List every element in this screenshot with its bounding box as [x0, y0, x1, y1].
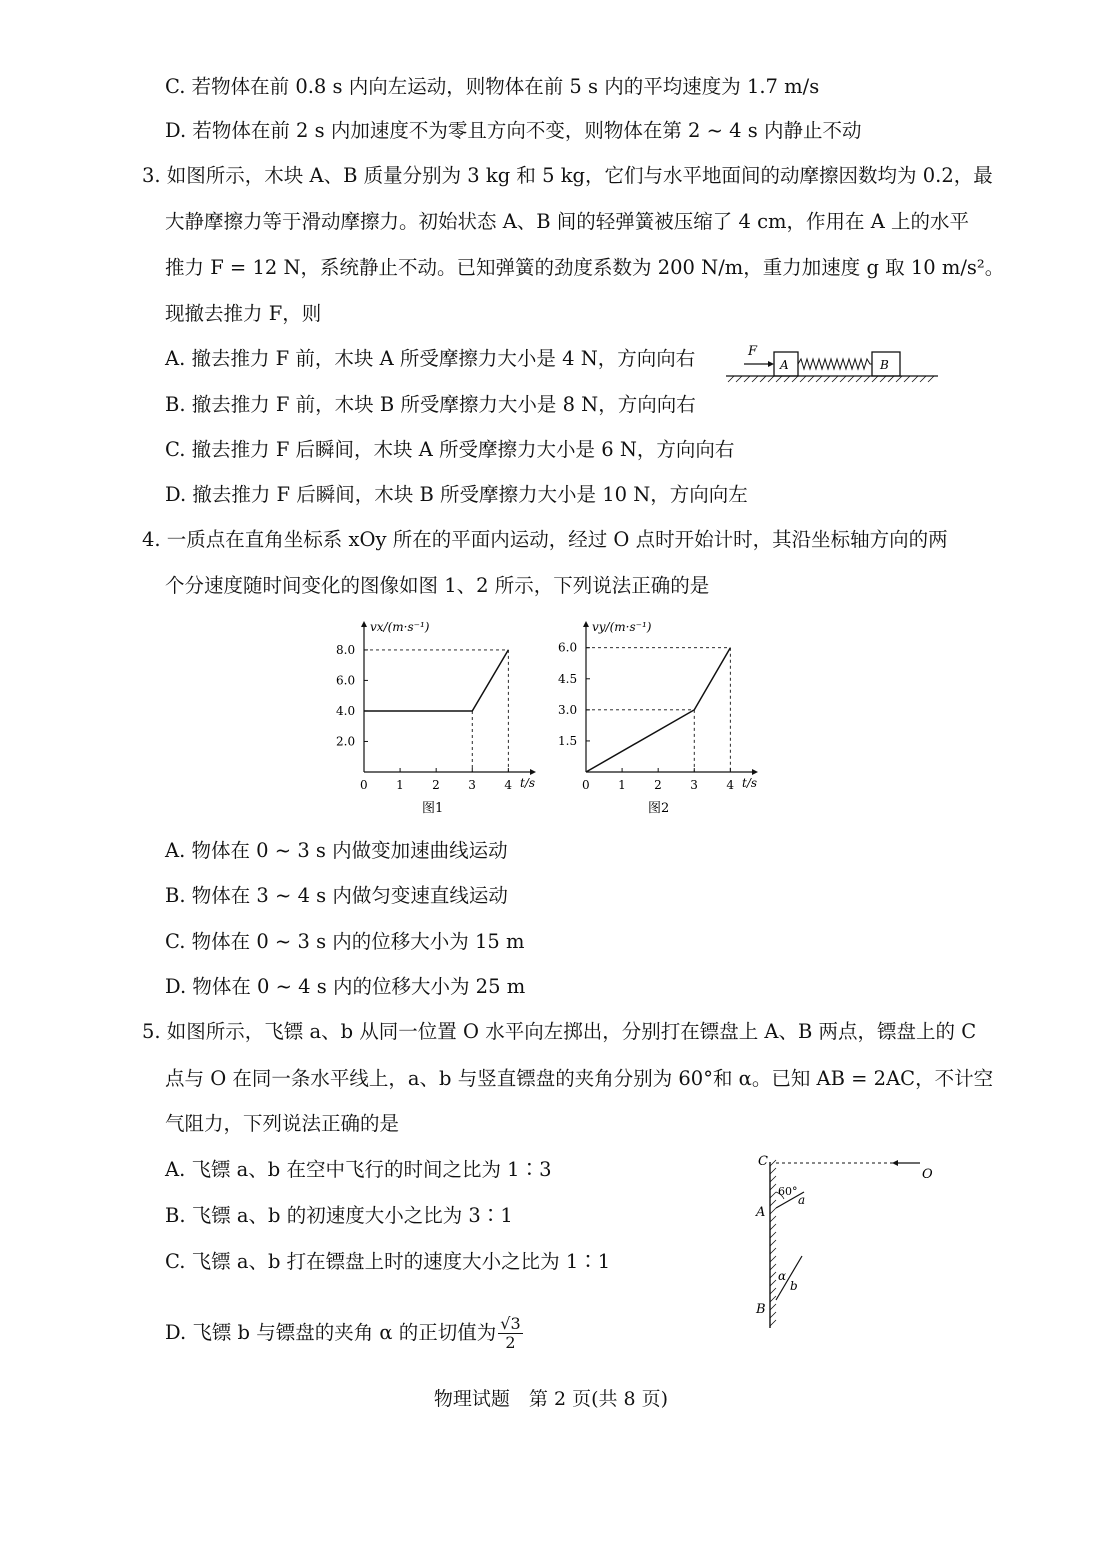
- y-axis-arrow: [361, 621, 367, 627]
- q5-option-c: C. 飞镖 a、b 打在镖盘上时的速度大小之比为 1∶1: [165, 1250, 611, 1273]
- chart-vy: [552, 615, 772, 820]
- y-tick-label: 8.0: [336, 642, 356, 657]
- q3-stem-line-4: 现撤去推力 F，则: [165, 302, 322, 325]
- q4-stem-line-2: 个分速度随时间变化的图像如图 1、2 所示，下列说法正确的是: [165, 574, 710, 597]
- chart1-ylabel: vx/(m·s⁻¹): [370, 620, 430, 634]
- x-axis-arrow: [752, 769, 758, 775]
- y-tick-label: 2.0: [336, 734, 356, 749]
- q5-alpha: α: [778, 1269, 787, 1283]
- q3-option-c: C. 撤去推力 F 后瞬间，木块 A 所受摩擦力大小是 6 N，方向向右: [165, 438, 735, 461]
- q3-stem-line-1: 3. 如图所示，木块 A、B 质量分别为 3 kg 和 5 kg，它们与水平地面间的动摩擦因数均为 0.2，最: [142, 164, 993, 187]
- series-line: [364, 650, 508, 711]
- page-footer: 物理试题 第 2 页(共 8 页): [433, 1388, 669, 1410]
- q3-stem-line-3: 推力 F = 12 N，系统静止不动。已知弹簧的劲度系数为 200 N/m，重力加速度 g 取 10 m/s²。: [165, 256, 1005, 279]
- x-tick-label: 1: [618, 778, 626, 792]
- chart1-title: 图1: [422, 801, 444, 816]
- x-tick-label: 0: [360, 778, 368, 792]
- q5-dart-a: a: [798, 1193, 806, 1207]
- y-tick-label: 4.5: [558, 671, 578, 686]
- q4-stem-line-1: 4. 一质点在直角坐标系 xOy 所在的平面内运动，经过 O 点时开始计时，其沿坐标轴方向的两: [142, 528, 948, 551]
- q5-stem-line-2: 点与 O 在同一条水平线上，a、b 与竖直镖盘的夹角分别为 60°和 α。已知 AB = 2AC，不计空: [165, 1067, 994, 1090]
- y-tick-label: 1.5: [558, 733, 578, 748]
- q5-angle-60: 60°: [778, 1185, 798, 1198]
- x-tick-label: 0: [582, 778, 590, 792]
- q5-option-d-text: D. 飞镖 b 与镖盘的夹角 α 的正切值为: [165, 1321, 497, 1344]
- q5-stem-line-1: 5. 如图所示，飞镖 a、b 从同一位置 O 水平向左掷出，分别打在镖盘上 A、B 两点，镖盘上的 C: [142, 1020, 977, 1043]
- y-axis-arrow: [583, 621, 589, 627]
- chart-vx: [330, 615, 550, 820]
- q5-option-d: [165, 1315, 523, 1352]
- q4-option-b: B. 物体在 3 ~ 4 s 内做匀变速直线运动: [165, 884, 508, 907]
- y-tick-label: 6.0: [336, 673, 356, 688]
- chart2-title: 图2: [648, 801, 670, 816]
- q5-dart-figure: [748, 1150, 948, 1335]
- x-tick-label: 2: [654, 778, 662, 792]
- q3-force-label: F: [748, 344, 758, 359]
- x-tick-label: 4: [504, 778, 512, 792]
- q3-spring: [798, 359, 872, 369]
- q4-option-a: A. 物体在 0 ~ 3 s 内做变加速曲线运动: [165, 839, 508, 862]
- q5-point-b: B: [756, 1302, 766, 1317]
- x-axis-arrow: [530, 769, 536, 775]
- q4-option-c: C. 物体在 0 ~ 3 s 内的位移大小为 15 m: [165, 930, 525, 953]
- q3-option-a: A. 撤去推力 F 前，木块 A 所受摩擦力大小是 4 N，方向向右: [165, 347, 696, 370]
- x-tick-label: 1: [396, 778, 404, 792]
- q5-point-o: O: [922, 1167, 933, 1182]
- x-tick-label: 2: [432, 778, 440, 792]
- chart1-xlabel: t/s: [520, 776, 536, 790]
- q5-point-c: C: [758, 1154, 768, 1169]
- q3-block-b-label: B: [880, 358, 889, 372]
- q5-point-a: A: [756, 1205, 766, 1220]
- q3-stem-line-2: 大静摩擦力等于滑动摩擦力。初始状态 A、B 间的轻弹簧被压缩了 4 cm，作用在 A 上的水平: [165, 210, 970, 233]
- y-tick-label: 3.0: [558, 702, 578, 717]
- x-tick-label: 4: [726, 778, 734, 792]
- q5-option-d-fraction: [498, 1315, 522, 1352]
- chart2-ylabel: vy/(m·s⁻¹): [592, 620, 652, 634]
- q3-option-d: D. 撤去推力 F 后瞬间，木块 B 所受摩擦力大小是 10 N，方向向左: [165, 483, 748, 506]
- x-tick-label: 3: [468, 778, 476, 792]
- q3-spring-figure: [722, 338, 942, 390]
- q5-dart-b: b: [790, 1279, 798, 1293]
- q3-block-a-label: A: [780, 358, 789, 372]
- q5-fraction-numerator: √3: [500, 1314, 521, 1333]
- q5-option-b: B. 飞镖 a、b 的初速度大小之比为 3∶1: [165, 1204, 513, 1227]
- q5-option-a: A. 飞镖 a、b 在空中飞行的时间之比为 1∶3: [165, 1158, 552, 1181]
- y-tick-label: 4.0: [336, 703, 356, 718]
- q2-option-c: C. 若物体在前 0.8 s 内向左运动，则物体在前 5 s 内的平均速度为 1.7 m/s: [165, 75, 820, 98]
- x-tick-label: 3: [690, 778, 698, 792]
- q3-option-b: B. 撤去推力 F 前，木块 B 所受摩擦力大小是 8 N，方向向右: [165, 393, 696, 416]
- y-tick-label: 6.0: [558, 640, 578, 655]
- q5-stem-line-3: 气阻力，下列说法正确的是: [165, 1112, 400, 1135]
- q4-option-d: D. 物体在 0 ~ 4 s 内的位移大小为 25 m: [165, 975, 526, 998]
- q2-option-d: D. 若物体在前 2 s 内加速度不为零且方向不变，则物体在第 2 ~ 4 s 内静止不动: [165, 119, 862, 142]
- q5-fraction-denominator: 2: [505, 1333, 516, 1352]
- chart2-xlabel: t/s: [742, 776, 758, 790]
